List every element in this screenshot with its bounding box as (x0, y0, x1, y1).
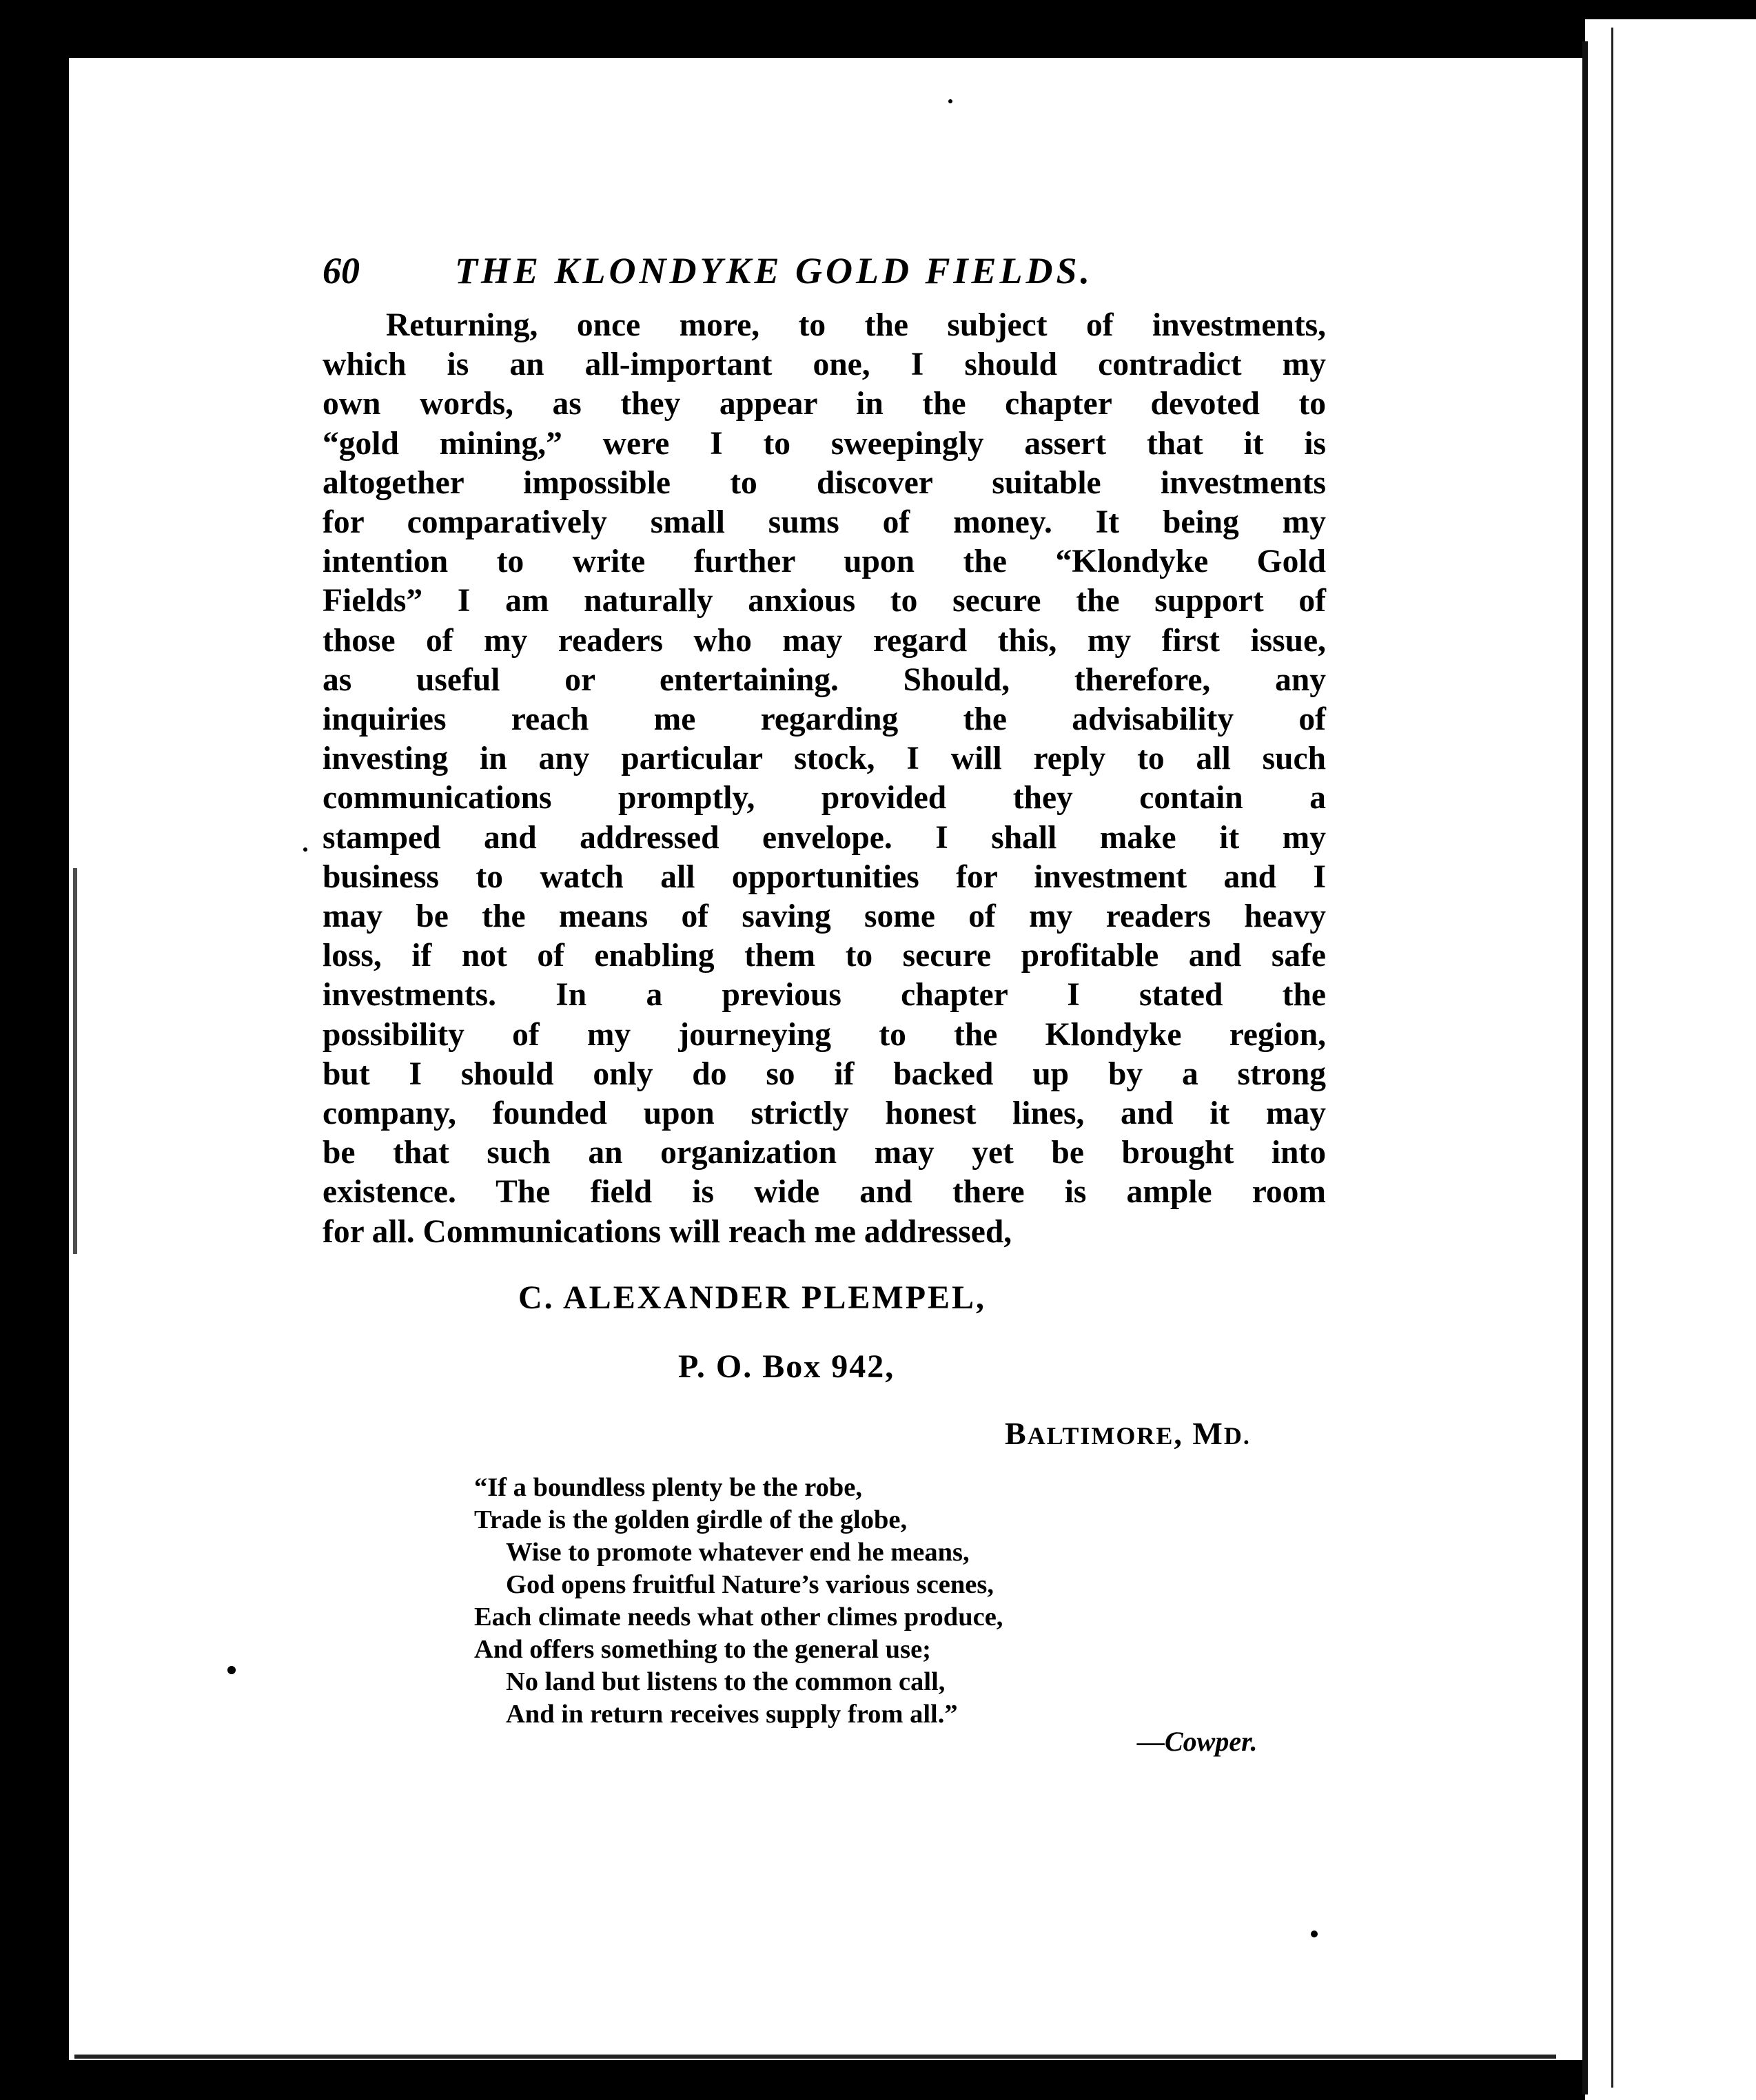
text-line: those of my readers who may regard this, my first issue, (323, 622, 1326, 659)
text-line: which is an all-important one, I should contradict my (323, 347, 1326, 383)
signature-place-state-initial: , M (1174, 1416, 1224, 1451)
ink-speck (948, 99, 952, 103)
text-line: business to watch all opportunities for investment and I (323, 858, 1326, 895)
poem-line: No land but listens to the common call, (506, 1667, 946, 1696)
ink-speck (303, 847, 307, 852)
signature-place-initial: B (1005, 1416, 1028, 1451)
poem-line: God opens fruitful Nature’s various scenes, (506, 1570, 994, 1599)
text-line: loss, if not of enabling them to secure profitable and safe (323, 938, 1326, 974)
text-line: altogether impossible to discover suitable investments (323, 464, 1326, 501)
poem-quotation (474, 1472, 1205, 1731)
text-line: stamped and addressed envelope. I shall make it my (323, 819, 1326, 856)
body-paragraph (323, 306, 1326, 1252)
text-line: investments. In a previous chapter I stated the (323, 977, 1326, 1013)
text-line: existence. The field is wide and there is ample room (323, 1174, 1326, 1211)
text-line: Returning, once more, to the subject of investments, (386, 307, 1326, 343)
left-edge-mark (73, 868, 77, 1254)
text-line: communications promptly, provided they contain a (323, 780, 1326, 816)
signature-place (1005, 1415, 1251, 1452)
text-line: possibility of my journeying to the Klondyke region, (323, 1016, 1326, 1053)
running-title: THE KLONDYKE GOLD FIELDS. (455, 250, 1094, 291)
poem-line: “If a boundless plenty be the robe, (474, 1473, 862, 1502)
text-line: may be the means of saving some of my readers heavy (323, 898, 1326, 935)
text-line: investing in any particular stock, I will reply to all such (323, 741, 1326, 777)
text-line: company, founded upon strictly honest lines, and it may (323, 1095, 1326, 1132)
text-line: be that such an organization may yet be brought into (323, 1135, 1326, 1171)
page-gutter-shadow (1582, 41, 1588, 2094)
poem-line: And offers something to the general use; (474, 1635, 931, 1664)
poem-line: Trade is the golden girdle of the globe, (474, 1505, 908, 1534)
text-line: intention to write further upon the “Klondyke Gold (323, 544, 1326, 580)
signature-name: C. ALEXANDER PLEMPEL, (518, 1279, 987, 1316)
text-line: inquiries reach me regarding the advisability of (323, 701, 1326, 738)
poem-line: And in return receives supply from all.” (506, 1700, 958, 1729)
adjacent-page-rule (1611, 28, 1613, 2088)
text-line: “gold mining,” were I to sweepingly assert that it is (323, 425, 1326, 462)
signature-box: P. O. Box 942, (678, 1348, 895, 1385)
text-line: own words, as they appear in the chapter devoted to (323, 386, 1326, 422)
page-number: 60 (323, 250, 360, 291)
text-line: but I should only do so if backed up by a strong (323, 1056, 1326, 1092)
ink-speck (1311, 1931, 1318, 1937)
text-line: as useful or entertaining. Should, therefore, any (323, 661, 1326, 698)
signature-place-city: ALTIMORE (1027, 1422, 1174, 1450)
text-line: for all. Communications will reach me addressed, (323, 1213, 1012, 1250)
ink-speck (227, 1666, 236, 1674)
page-bottom-edge (74, 2055, 1556, 2059)
text-line: for comparatively small sums of money. It being my (323, 504, 1326, 541)
poem-attribution: —Cowper. (1137, 1726, 1258, 1757)
poem-line: Wise to promote whatever end he means, (506, 1538, 970, 1567)
text-line: Fields” I am naturally anxious to secure the support of (323, 583, 1326, 619)
signature-place-state: D. (1223, 1422, 1251, 1450)
poem-line: Each climate needs what other climes produce, (474, 1603, 1003, 1631)
